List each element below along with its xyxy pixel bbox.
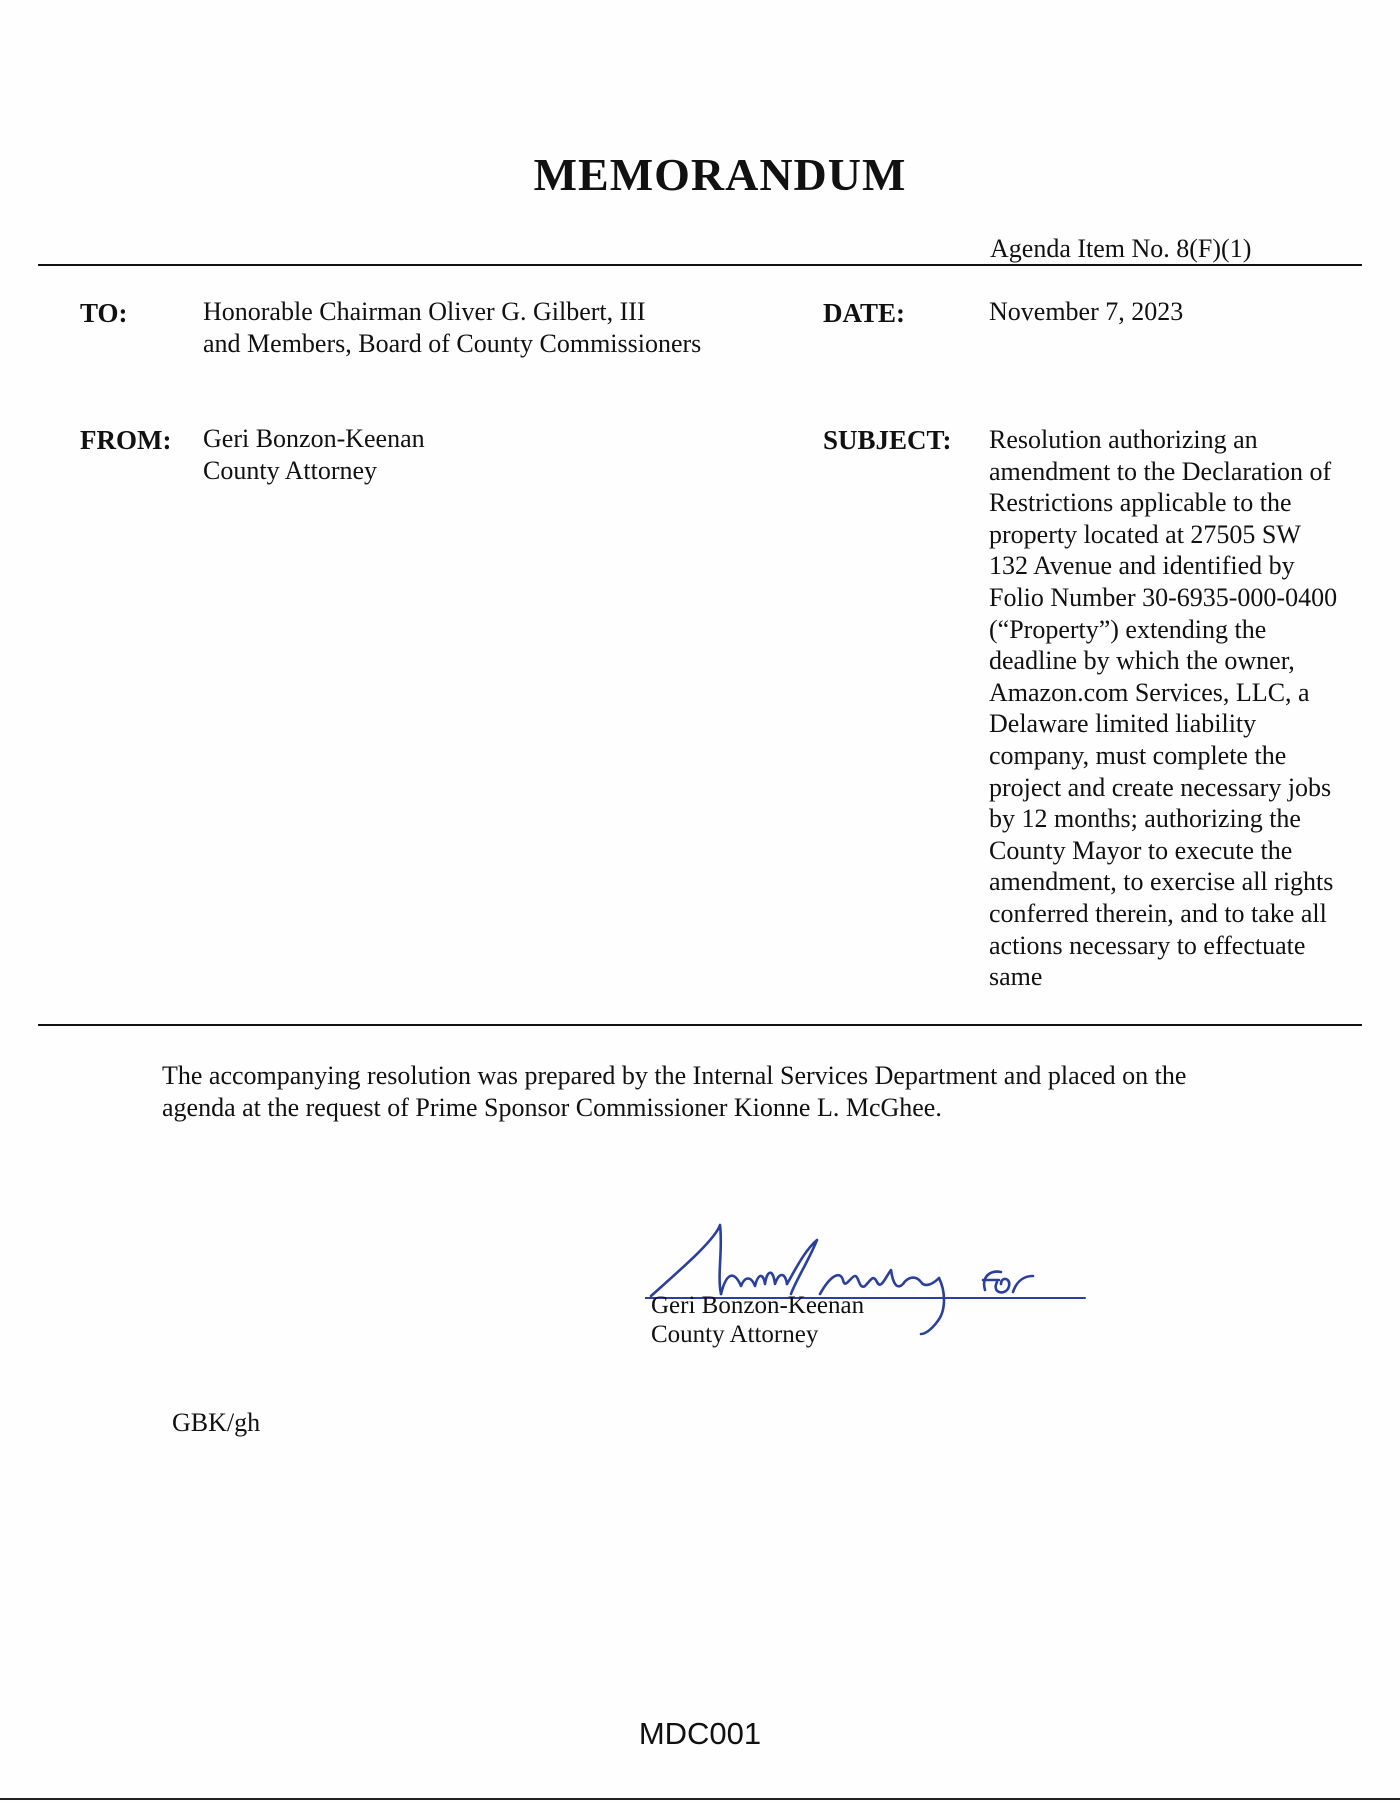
header-bottom-rule <box>38 1024 1362 1026</box>
subject-line: by 12 months; authorizing the <box>989 804 1301 834</box>
from-sender <box>203 423 425 487</box>
signatory-title: County Attorney <box>651 1321 819 1348</box>
from-label: FROM: <box>80 425 172 455</box>
subject-text <box>989 424 1379 993</box>
subject-line: deadline by which the owner, <box>989 646 1295 676</box>
subject-line: company, must complete the <box>989 740 1287 770</box>
to-recipient <box>203 296 701 360</box>
subject-line: amendment, to exercise all rights <box>989 867 1334 897</box>
body-line-1: The accompanying resolution was prepared by the Internal Services Department and placed on the <box>162 1061 1187 1090</box>
footer-code: MDC001 <box>638 1716 762 1751</box>
subject-line: County Mayor to execute the <box>989 835 1293 865</box>
subject-line: Folio Number 30-6935-000-0400 <box>989 582 1338 612</box>
subject-line: Resolution authorizing an <box>989 425 1258 454</box>
subject-line: Restrictions applicable to the <box>989 488 1292 518</box>
subject-line: same <box>989 962 1043 992</box>
subject-line: Delaware limited liability <box>989 709 1257 739</box>
signatory-name: Geri Bonzon-Keenan <box>651 1292 865 1319</box>
reference-initials: GBK/gh <box>172 1408 261 1437</box>
subject-line: conferred therein, and to take all <box>989 898 1327 928</box>
from-line-1: Geri Bonzon-Keenan <box>203 424 425 453</box>
subject-label: SUBJECT: <box>823 425 952 455</box>
subject-line: 132 Avenue and identified by <box>989 551 1295 581</box>
signature-block <box>651 1291 864 1349</box>
memo-title: MEMORANDUM <box>533 149 907 200</box>
header-top-rule <box>38 264 1362 266</box>
to-label: TO: <box>80 298 128 328</box>
subject-line: (“Property”) extending the <box>989 614 1267 644</box>
to-line-1: Honorable Chairman Oliver G. Gilbert, III <box>203 297 646 326</box>
date-value: November 7, 2023 <box>989 297 1184 326</box>
body-line-2: agenda at the request of Prime Sponsor Commissioner Kionne L. McGhee. <box>162 1093 942 1122</box>
subject-line: property located at 27505 SW <box>989 519 1301 549</box>
date-label: DATE: <box>823 298 906 328</box>
subject-line: project and create necessary jobs <box>989 772 1332 802</box>
subject-line: amendment to the Declaration of <box>989 456 1332 486</box>
to-line-2: and Members, Board of County Commissioners <box>203 329 702 358</box>
subject-line: Amazon.com Services, LLC, a <box>989 677 1310 707</box>
agenda-item-number: Agenda Item No. 8(F)(1) <box>990 234 1252 263</box>
subject-line: actions necessary to effectuate <box>989 930 1306 960</box>
body-paragraph <box>162 1060 1342 1124</box>
from-line-2: County Attorney <box>203 456 378 485</box>
page-bottom-border <box>0 1798 1400 1800</box>
